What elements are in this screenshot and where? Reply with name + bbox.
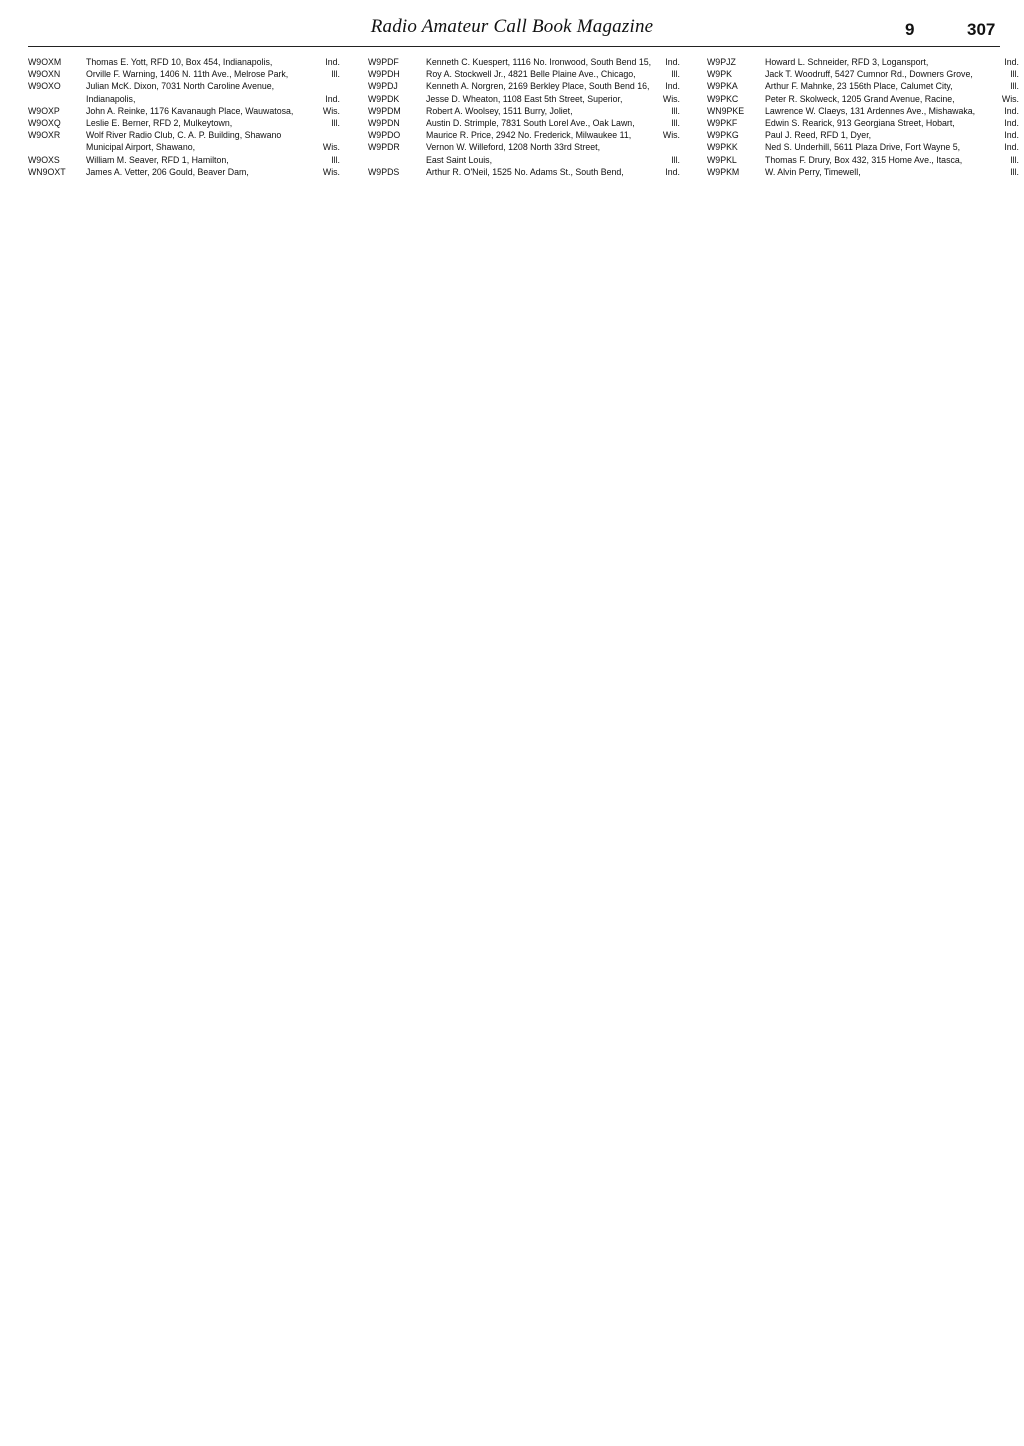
state: Ill. — [1010, 166, 1019, 177]
listing-entry — [28, 105, 340, 117]
call-sign: W9OXS — [28, 154, 60, 165]
state: Ind. — [665, 166, 680, 177]
listing-entry — [707, 154, 1019, 166]
call-sign: W9PKA — [707, 81, 738, 92]
call-sign: W9OXQ — [28, 118, 61, 129]
listing-entry — [28, 154, 340, 166]
call-sign — [368, 154, 426, 166]
listing-column-3 — [707, 56, 1019, 178]
listing-entry — [707, 117, 1019, 129]
name-address: James A. Vetter, 206 Gould, Beaver Dam, — [86, 166, 249, 177]
name-address: Howard L. Schneider, RFD 3, Logansport, — [765, 57, 929, 67]
state: Ill. — [1010, 154, 1019, 165]
name-address: Paul J. Reed, RFD 1, Dyer, — [765, 130, 872, 141]
call-sign: W9PKG — [707, 130, 739, 141]
name-address: Julian McK. Dixon, 7031 North Caroline Avenue, — [86, 81, 275, 92]
state: Ind. — [325, 93, 340, 104]
listing-entry — [28, 80, 340, 92]
listing-entry — [28, 117, 340, 129]
name-address: Municipal Airport, Shawano, — [86, 142, 196, 153]
state: Ind. — [665, 81, 680, 92]
state: Ind. — [1004, 118, 1019, 129]
call-sign: W9OXM — [28, 57, 62, 67]
call-sign: W9PKC — [707, 93, 739, 104]
magazine-title: Radio Amateur Call Book Magazine — [370, 16, 654, 37]
state — [318, 129, 340, 141]
state: Wis. — [1001, 93, 1019, 104]
listing-entry — [368, 166, 680, 178]
listing-entry — [368, 117, 680, 129]
call-sign: W9PDR — [368, 142, 400, 153]
state: Ill. — [1010, 81, 1019, 92]
name-address: East Saint Louis, — [426, 154, 493, 165]
name-address: Thomas E. Yott, RFD 10, Box 454, Indianapolis, — [86, 57, 273, 67]
call-sign: W9PDM — [368, 105, 401, 116]
listing-entry — [28, 129, 340, 141]
call-sign — [28, 93, 86, 105]
listing-entry — [28, 166, 340, 178]
name-address: Roy A. Stockwell Jr., 4821 Belle Plaine Ave., Chicago, — [426, 69, 636, 80]
listing-entry — [707, 93, 1019, 105]
call-sign: W9PDF — [368, 57, 399, 67]
state: Ind. — [665, 57, 680, 67]
name-address: Jesse D. Wheaton, 1108 East 5th Street, Superior, — [426, 93, 623, 104]
listing-entry — [368, 129, 680, 141]
call-sign: W9PDN — [368, 118, 400, 129]
listing-entry — [707, 68, 1019, 80]
state: Wis. — [322, 105, 340, 116]
call-sign: W9PDS — [368, 166, 400, 177]
call-sign: W9PDH — [368, 69, 400, 80]
state: Ill. — [331, 118, 340, 129]
listing-entry — [707, 166, 1019, 178]
call-sign: W9PK — [707, 69, 732, 80]
listing-column-1 — [28, 56, 340, 178]
listing-entry — [368, 105, 680, 117]
listing-entry — [707, 56, 1019, 68]
call-sign: W9PDJ — [368, 81, 398, 92]
call-sign: W9PKM — [707, 166, 740, 177]
call-sign: W9PKF — [707, 118, 738, 129]
name-address: John A. Reinke, 1176 Kavanaugh Place, Wauwatosa, — [86, 105, 294, 116]
call-sign: W9PKL — [707, 154, 737, 165]
name-address: Peter R. Skolweck, 1205 Grand Avenue, Racine, — [765, 93, 955, 104]
listing-entry — [368, 154, 680, 166]
listing-entry — [707, 129, 1019, 141]
call-sign — [28, 141, 86, 153]
call-sign: W9OXP — [28, 105, 60, 116]
call-sign: W9PDO — [368, 130, 401, 141]
name-address: Lawrence W. Claeys, 131 Ardennes Ave., Mishawaka, — [765, 105, 976, 116]
state: Ill. — [671, 154, 680, 165]
state: Ill. — [671, 105, 680, 116]
listing-entry — [28, 93, 340, 105]
page-number: 307 — [967, 20, 996, 39]
name-address: Ned S. Underhill, 5611 Plaza Drive, Fort Wayne 5, — [765, 142, 961, 153]
state: Ind. — [325, 57, 340, 67]
listing-entry — [368, 93, 680, 105]
listing-column-2 — [368, 56, 680, 178]
call-sign: W9OXO — [28, 81, 61, 92]
section-number: 9 — [905, 20, 915, 39]
state — [658, 141, 680, 153]
state: Ind. — [1004, 57, 1019, 67]
state: Ind. — [1004, 142, 1019, 153]
name-address: Orville F. Warning, 1406 N. 11th Ave., Melrose Park, — [86, 69, 289, 80]
state: Ill. — [671, 118, 680, 129]
name-address: Edwin S. Rearick, 913 Georgiana Street, Hobart, — [765, 118, 955, 129]
name-address: Indianapolis, — [86, 93, 136, 104]
call-sign: W9PJZ — [707, 57, 736, 67]
listing-entry — [28, 68, 340, 80]
name-address: Kenneth C. Kuespert, 1116 No. Ironwood, South Bend 15, — [426, 57, 652, 67]
listing-entry — [707, 105, 1019, 117]
listing-entry — [28, 141, 340, 153]
state: Ill. — [1010, 69, 1019, 80]
state: Wis. — [322, 142, 340, 153]
name-address: Arthur R. O'Neil, 1525 No. Adams St., South Bend, — [426, 166, 624, 177]
name-address: Arthur F. Mahnke, 23 156th Place, Calumet City, — [765, 81, 953, 92]
name-address: Maurice R. Price, 2942 No. Frederick, Milwaukee 11, — [426, 130, 632, 141]
call-sign: W9PKK — [707, 142, 738, 153]
listing-entry — [368, 56, 680, 68]
call-sign: W9OXR — [28, 130, 61, 141]
name-address: Austin D. Strimple, 7831 South Lorel Ave., Oak Lawn, — [426, 118, 635, 129]
state — [318, 80, 340, 92]
name-address: Thomas F. Drury, Box 432, 315 Home Ave., Itasca, — [765, 154, 963, 165]
call-sign: W9OXN — [28, 69, 61, 80]
call-sign: WN9OXT — [28, 166, 66, 177]
listing-entry — [707, 141, 1019, 153]
state: Ill. — [331, 154, 340, 165]
header-rule — [28, 46, 1000, 47]
name-address: William M. Seaver, RFD 1, Hamilton, — [86, 154, 229, 165]
state: Ill. — [671, 69, 680, 80]
page-header — [0, 0, 1024, 40]
name-address: Leslie E. Berner, RFD 2, Mulkeytown, — [86, 118, 233, 129]
name-address: Vernon W. Willeford, 1208 North 33rd Street, — [426, 142, 601, 153]
state: Ill. — [331, 69, 340, 80]
state: Wis. — [662, 130, 680, 141]
name-address: W. Alvin Perry, Timewell, — [765, 166, 861, 177]
name-address: Jack T. Woodruff, 5427 Cumnor Rd., Downers Grove, — [765, 69, 973, 80]
call-sign: WN9PKE — [707, 105, 745, 116]
listing-entry — [707, 80, 1019, 92]
listing-entry — [368, 68, 680, 80]
listing-entry — [368, 80, 680, 92]
state: Ind. — [1004, 130, 1019, 141]
state: Wis. — [662, 93, 680, 104]
state: Wis. — [322, 166, 340, 177]
name-address: Robert A. Woolsey, 1511 Burry, Joliet, — [426, 105, 573, 116]
listing-entry — [28, 56, 340, 68]
name-address: Wolf River Radio Club, C. A. P. Building, Shawano — [86, 130, 282, 141]
call-sign: W9PDK — [368, 93, 400, 104]
state: Ind. — [1004, 105, 1019, 116]
name-address: Kenneth A. Norgren, 2169 Berkley Place, South Bend 16, — [426, 81, 650, 92]
listing-entry — [368, 141, 680, 153]
